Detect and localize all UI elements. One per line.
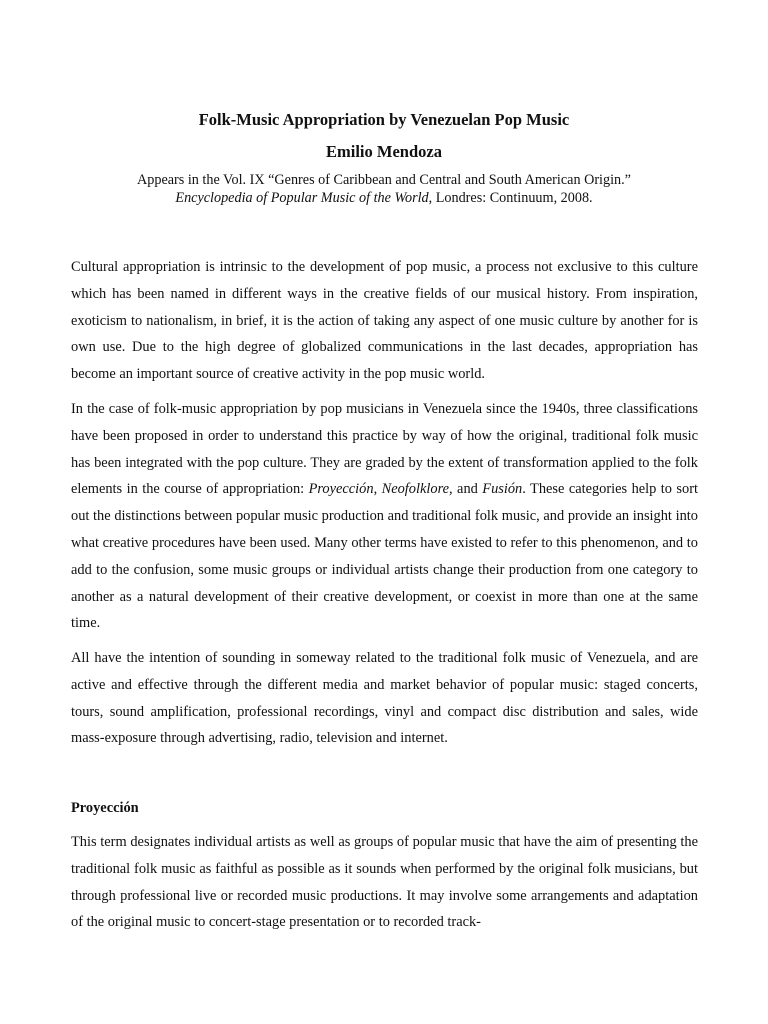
paragraph-intention: All have the intention of sounding in someway related to the traditional folk music of Venezuela, and are active and effective through the different media and market behavior of popular music: staged concerts, tours, sound amplification, professional recordings, vinyl and compact disc distribution and sales, wide mass-exposure through advertising, radio, television and internet. xyxy=(71,650,698,747)
separator-2: , and xyxy=(449,481,483,498)
term-neofolklore: Neofolklore xyxy=(381,481,450,498)
paragraph-intro: Cultural appropriation is intrinsic to the development of pop music, a process not exclusive to this culture which has been named in different ways in the creative fields of our musical history. From inspiration, exoticism to nationalism, in brief, it is the action of taking any aspect of one music culture by another for is own use. Due to the high degree of globalized communications in the last decades, appropriation has become an important source of creative activity in the pop music world. xyxy=(71,259,698,383)
encyclopedia-title: Encyclopedia of Popular Music of the World xyxy=(175,190,429,206)
source-line-1: Appears in the Vol. IX “Genres of Caribbean and Central and South American Origin.” xyxy=(137,172,631,188)
document-title: Folk-Music Appropriation by Venezuelan Pop Music xyxy=(198,110,570,129)
section-heading-proyeccion: Proyección xyxy=(71,800,139,816)
paragraph-classifications-part-a: In the case of folk-music appropriation by pop musicians in Venezuela since the 1940s, three classifications have been proposed in order to understand this practice by way of how the original, traditional folk music has been integrated with the pop culture. They are graded by the extent of transformation applied to the folk elements in the course of appropriation: xyxy=(71,401,698,498)
term-proyeccion: Proyección xyxy=(308,481,374,498)
source-citation xyxy=(0,171,768,207)
paragraph-proyeccion: This term designates individual artists as well as groups of popular music that have the aim of presenting the traditional folk music as faithful as possible as it sounds when performed by the original folk musicians, but through professional live or recorded music productions. It may involve some arrangements and adaptation of the original music to concert-stage presentation or to recorded track- xyxy=(71,834,698,931)
paragraph-classifications-part-b: . These categories help to sort out the distinctions between popular music production and traditional folk music, and provide an insight into what creative procedures have been used. Many other terms have existed to refer to this phenomenon, and to add to the confusion, some music groups or individual artists change their production from one category to another as a natural development of their creative development, or coexist in more than one at the same time. xyxy=(71,481,698,632)
paragraph-classifications xyxy=(71,396,698,637)
separator-1: , xyxy=(373,481,382,498)
publisher-info: , Londres: Continuum, 2008. xyxy=(428,190,593,206)
source-line-2 xyxy=(0,189,768,207)
author-name: Emilio Mendoza xyxy=(326,142,442,161)
term-fusion: Fusión xyxy=(482,481,523,498)
